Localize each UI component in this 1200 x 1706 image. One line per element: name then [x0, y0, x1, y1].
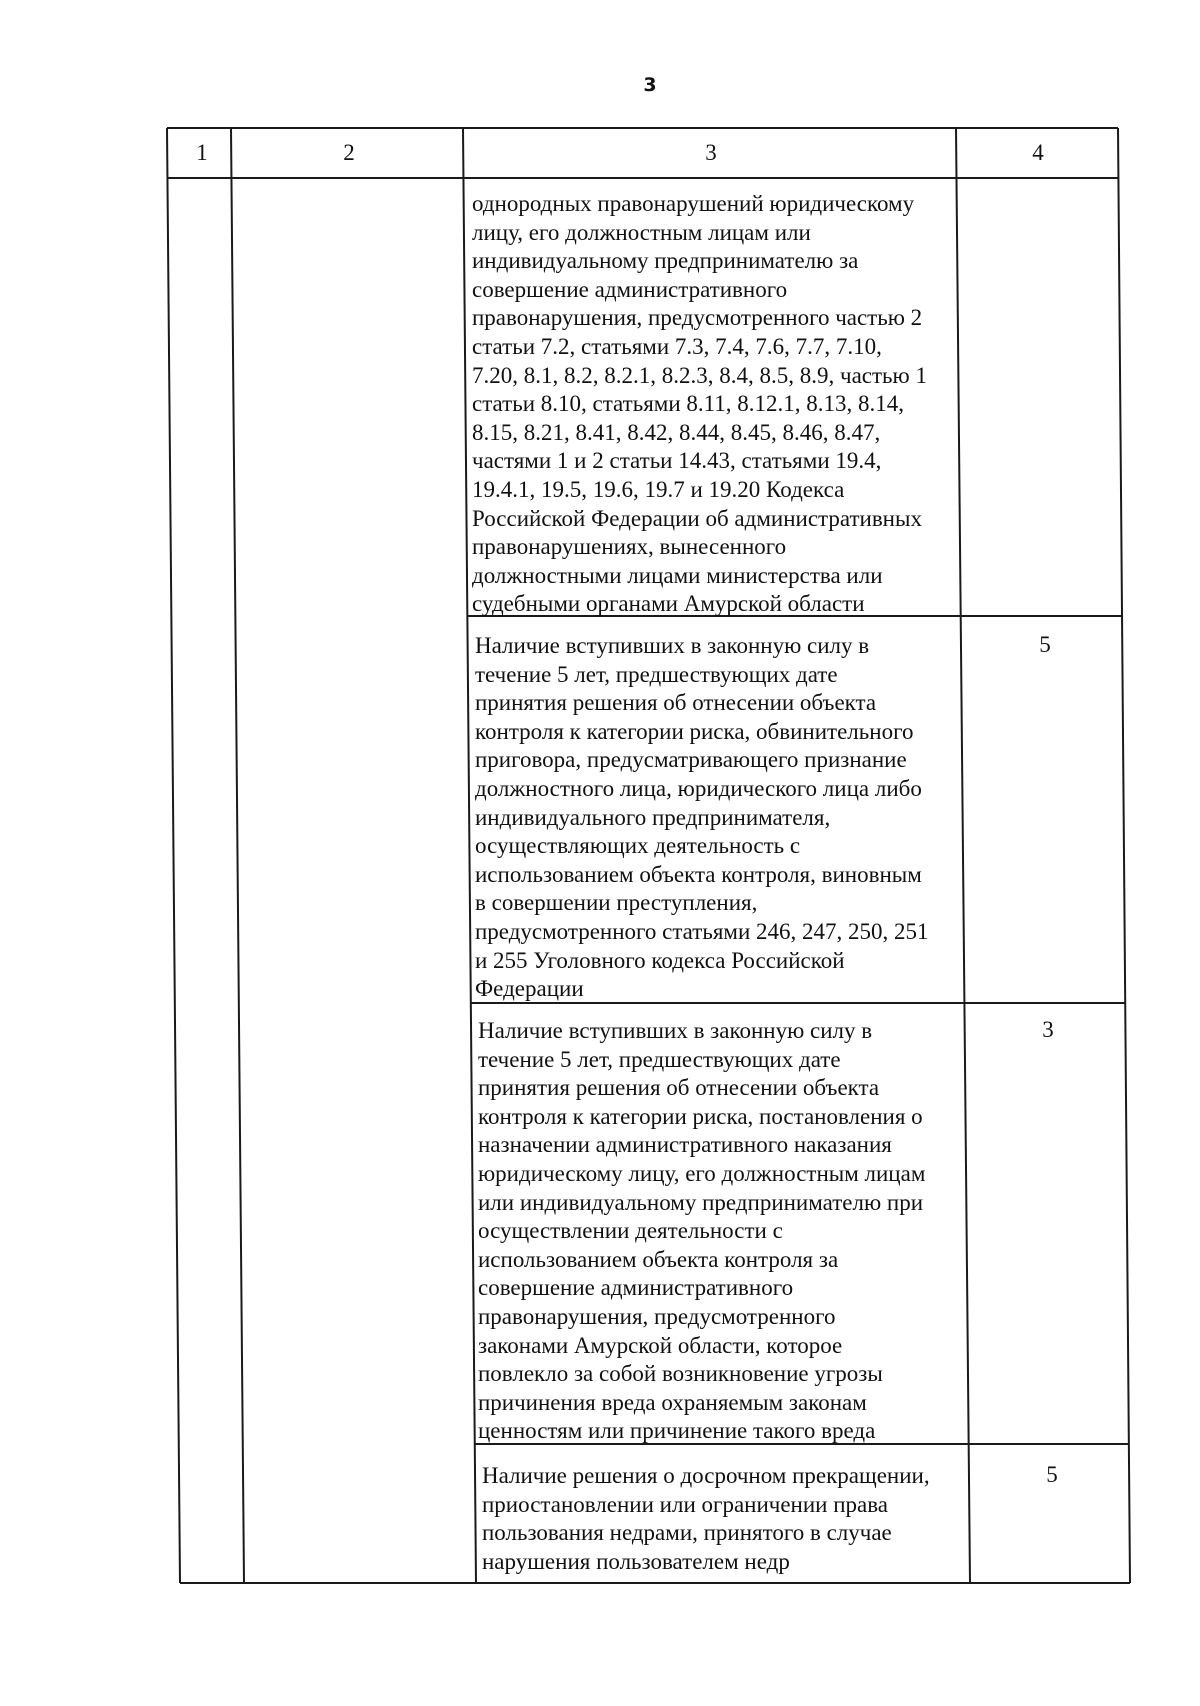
criterion-line: совершение административного — [472, 276, 788, 302]
criterion-line: повлекло за собой возникновение угрозы — [478, 1361, 883, 1387]
criterion-line: индивидуального предпринимателя, — [475, 804, 831, 830]
criterion-line: правонарушения, предусмотренного частью 2 — [472, 305, 923, 331]
criterion-line: течение 5 лет, предшествующих дате — [475, 661, 838, 687]
criterion-line: юридическому лицу, его должностным лицам — [478, 1160, 926, 1186]
criterion-line: Наличие вступивших в законную силу в — [478, 1018, 873, 1043]
criterion-line: контроля к категории риска, постановления о — [478, 1103, 923, 1129]
score-row-2: 5 — [1039, 632, 1051, 657]
criterion-line: совершение административного — [478, 1275, 794, 1301]
criterion-line: пользования недрами, принятого в случае — [482, 1520, 892, 1546]
header-col-1: 1 — [196, 140, 208, 165]
criterion-line: однородных правонарушений юридическому — [472, 191, 915, 216]
criterion-line: Российской Федерации об административных — [472, 505, 922, 531]
header-col-4: 4 — [1032, 140, 1044, 165]
header-col-2: 2 — [343, 140, 355, 165]
criterion-line: и 255 Уголовного кодекса Российской — [475, 947, 845, 973]
criterion-line: принятия решения об отнесении объекта — [478, 1075, 880, 1101]
criterion-line: 19.4.1, 19.5, 19.6, 19.7 и 19.20 Кодекса — [472, 476, 845, 502]
criterion-text-row-1 — [472, 190, 927, 619]
criterion-line: использованием объекта контроля, виновным — [475, 861, 922, 887]
criterion-line: лицу, его должностным лицам или — [472, 219, 811, 245]
criterion-line: течение 5 лет, предшествующих дате — [478, 1046, 841, 1072]
score-row-4: 5 — [1046, 1462, 1058, 1487]
criterion-line: использованием объекта контроля за — [478, 1246, 839, 1272]
criterion-line: причинения вреда охраняемым законам — [478, 1389, 867, 1415]
criterion-line: приговора, предусматривающего признание — [475, 747, 907, 773]
criterion-line: статьи 8.10, статьями 8.11, 8.12.1, 8.13, 8.14, — [472, 391, 905, 417]
criterion-line: статьи 7.2, статьями 7.3, 7.4, 7.6, 7.7, 7.10, — [472, 333, 882, 359]
criterion-line: должностного лица, юридического лица либо — [475, 775, 922, 801]
criterion-line: 7.20, 8.1, 8.2, 8.2.1, 8.2.3, 8.4, 8.5, 8.9, частью 1 — [472, 362, 927, 388]
criterion-text-row-3 — [478, 1017, 925, 1446]
criterion-line: нарушения пользователем недр — [482, 1548, 790, 1574]
criterion-line: принятия решения об отнесении объекта — [475, 690, 877, 716]
criterion-line: осуществляющих деятельность с — [475, 833, 801, 859]
criterion-line: назначении административного наказания — [478, 1132, 892, 1158]
criterion-line: приостановлении или ограничении права — [482, 1491, 889, 1517]
criterion-line: должностными лицами министерства или — [472, 562, 883, 588]
criterion-line: или индивидуальному предпринимателю при — [478, 1189, 924, 1215]
criterion-line: правонарушениях, вынесенного — [472, 534, 787, 560]
criterion-line: индивидуальному предпринимателю за — [472, 248, 859, 274]
criterion-line: 8.15, 8.21, 8.41, 8.42, 8.44, 8.45, 8.46, 8.47, — [472, 419, 881, 445]
criterion-text-row-4 — [482, 1462, 930, 1576]
criterion-line: Федерации — [475, 976, 584, 1002]
score-row-3: 3 — [1042, 1017, 1054, 1042]
page-number: 3 — [643, 74, 657, 96]
criterion-line: Наличие вступивших в законную силу в — [475, 633, 870, 658]
criterion-line: частями 1 и 2 статьи 14.43, статьями 19.4, — [472, 448, 882, 474]
criterion-line: судебными органами Амурской области — [472, 591, 865, 617]
criterion-line: контроля к категории риска, обвинительного — [475, 718, 914, 744]
criterion-line: правонарушения, предусмотренного — [478, 1303, 836, 1329]
criterion-line: предусмотренного статьями 246, 247, 250, 251 — [475, 918, 929, 944]
criterion-line: осуществлении деятельности с — [478, 1218, 783, 1244]
header-col-3: 3 — [705, 140, 717, 165]
criterion-line: Наличие решения о досрочном прекращении, — [482, 1463, 930, 1488]
criterion-line: законами Амурской области, которое — [478, 1332, 843, 1358]
criterion-line: в совершении преступления, — [475, 890, 758, 916]
criterion-line: ценностям или причинение такого вреда — [478, 1418, 876, 1444]
criterion-text-row-2 — [475, 632, 929, 1004]
